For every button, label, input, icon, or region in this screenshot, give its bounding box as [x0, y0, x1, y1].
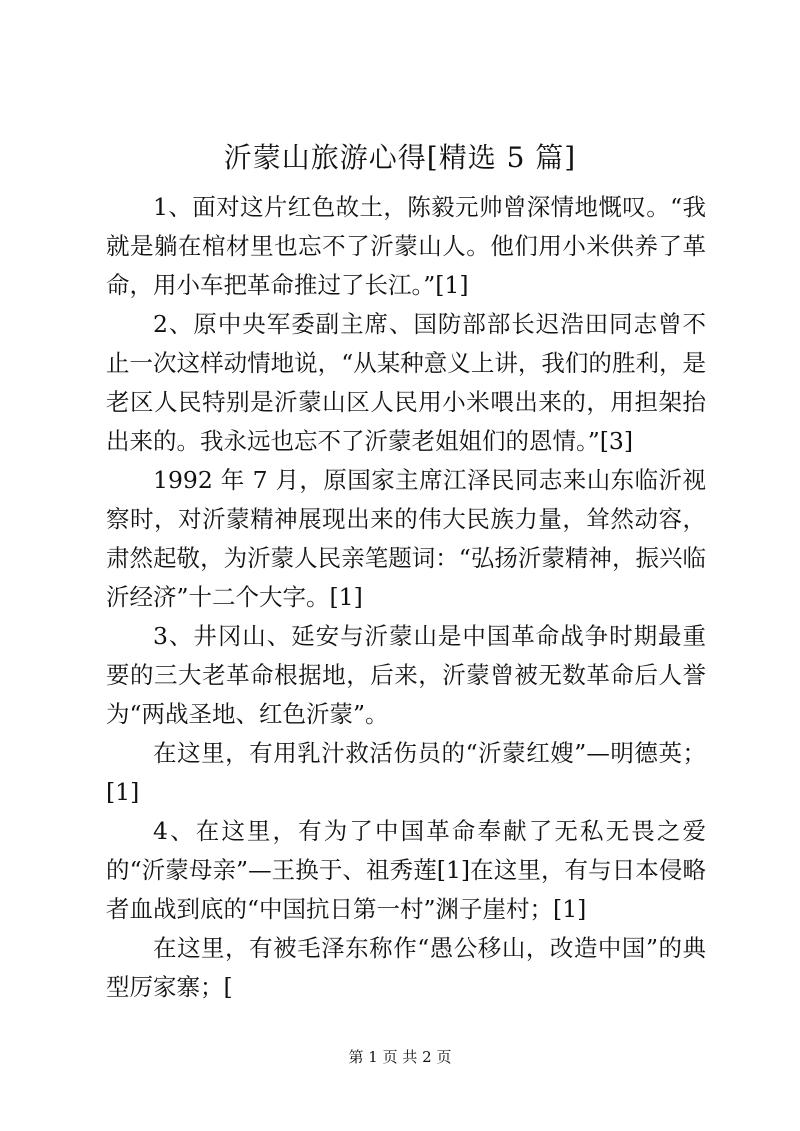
- paragraph-4: 3、井冈山、延安与沂蒙山是中国革命战争时期最重要的三大老革命根据地，后来，沂蒙曾被无数革命后人誉为“两战圣地、红色沂蒙”。: [106, 622, 706, 728]
- paragraph-5: 在这里，有用乳汁救活伤员的“沂蒙红嫂”—明德英；[1]: [106, 739, 706, 806]
- paragraph-7: 在这里，有被毛泽东称作“愚公移山，改造中国”的典型厉家寨；[: [106, 934, 706, 1001]
- paragraph-2: 2、原中央军委副主席、国防部部长迟浩田同志曾不止一次这样动情地说，“从某种意义上讲，我们的胜利，是老区人民特别是沂蒙山区人民用小米喂出来的，用担架抬出来的。我永远也忘不了沂蒙老姐姐们的恩情。”[3]: [106, 310, 706, 455]
- paragraph-3: 1992 年 7 月，原国家主席江泽民同志来山东临沂视察时，对沂蒙精神展现出来的伟大民族力量，耸然动容，肃然起敬，为沂蒙人民亲笔题词：“弘扬沂蒙精神，振兴临沂经济”十二个大字。[1]: [106, 466, 706, 611]
- paragraph-1: 1、面对这片红色故土，陈毅元帅曾深情地慨叹。“我就是躺在棺材里也忘不了沂蒙山人。他们用小米供养了革命，用小车把革命推过了长江。”[1]: [106, 193, 706, 299]
- page-title: 沂蒙山旅游心得[精选 5 篇]: [223, 141, 577, 174]
- paragraph-6: 4、在这里，有为了中国革命奉献了无私无畏之爱的“沂蒙母亲”—王换于、祖秀莲[1]在这里，有与日本侵略者血战到底的“中国抗日第一村”渊子崖村；[1]: [106, 817, 706, 923]
- document-body: [106, 188, 706, 1007]
- page-footer: 第 1 页 共 2 页: [348, 1048, 452, 1066]
